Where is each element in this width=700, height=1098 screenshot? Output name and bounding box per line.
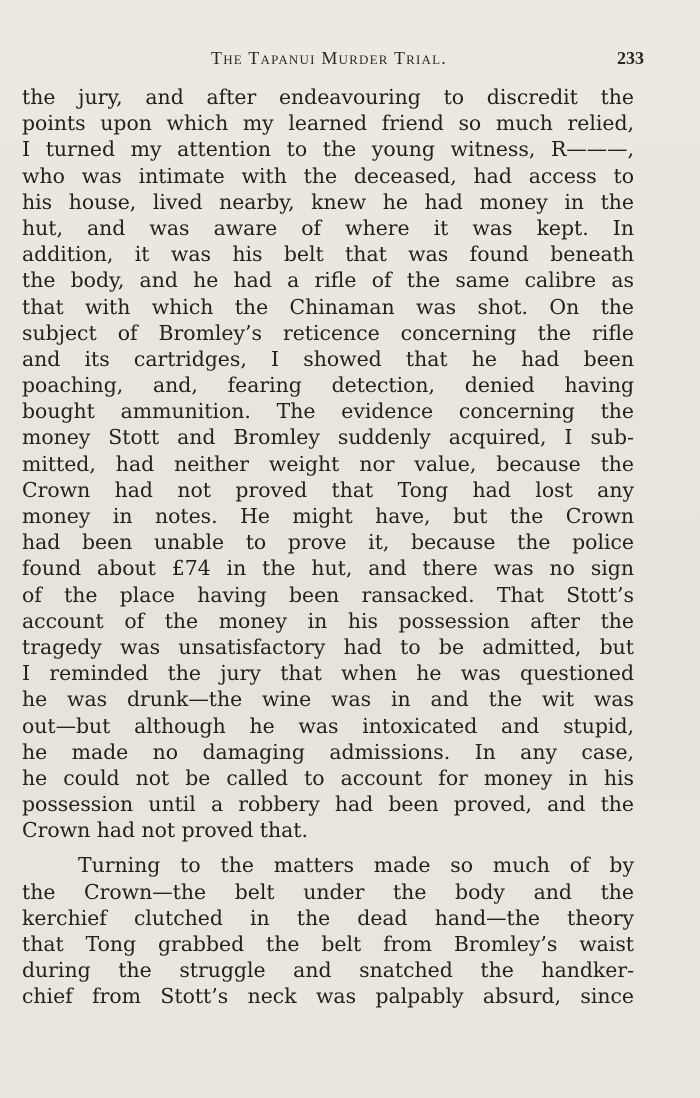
text-line: poaching, and, fearing detection, denied having (22, 373, 634, 398)
text-line: and its cartridges, I showed that he had been (22, 346, 634, 371)
text-line: kerchief clutched in the dead hand—the theory (22, 905, 634, 930)
body-text (22, 84, 634, 1010)
text-line: mitted, had neither weight nor value, because the (22, 451, 634, 476)
text-line: had been unable to prove it, because the police (22, 530, 634, 555)
text-line: his house, lived nearby, knew he had money in the (22, 189, 634, 214)
text-line: tragedy was unsatisfactory had to be admitted, but (22, 634, 634, 659)
text-line: chief from Stott’s neck was palpably absurd, since (22, 984, 634, 1009)
text-line: money in notes. He might have, but the Crown (22, 504, 634, 528)
running-head (22, 48, 644, 74)
paragraph-gap (22, 843, 634, 852)
text-line: out—but although he was intoxicated and stupid, (22, 713, 634, 738)
text-line: that Tong grabbed the belt from Bromley’s waist (22, 932, 634, 956)
text-line: the body, and he had a rifle of the same calibre as (22, 268, 634, 293)
text-line: hut, and was aware of where it was kept. In (22, 215, 634, 240)
text-line: who was intimate with the deceased, had access to (22, 163, 634, 188)
text-line: he could not be called to account for money in his (22, 765, 634, 790)
text-line: subject of Bromley’s reticence concerning the rifle (22, 320, 634, 345)
text-line: that with which the Chinaman was shot. On the (22, 294, 634, 319)
running-head-title: The Tapanui Murder Trial. (211, 48, 447, 68)
text-line: the jury, and after endeavouring to discredit the (22, 85, 634, 109)
text-line: found about £74 in the hut, and there was no sign (22, 556, 634, 581)
text-line-last: Crown had not proved that. (22, 818, 308, 843)
text-line: Crown had not proved that Tong had lost any (22, 477, 634, 502)
text-line: he was drunk—the wine was in and the wit was (22, 687, 634, 712)
text-line: addition, it was his belt that was found beneath (22, 242, 634, 267)
text-line: money Stott and Bromley suddenly acquired, I sub- (22, 425, 634, 450)
text-line: I reminded the jury that when he was questioned (22, 661, 634, 686)
text-line: points upon which my learned friend so much relied, (22, 111, 634, 136)
page-number: 233 (617, 48, 644, 68)
text-line: during the struggle and snatched the handker- (22, 958, 634, 983)
text-line: bought ammunition. The evidence concerning the (22, 399, 634, 424)
paragraph-1 (22, 84, 634, 843)
text-line-indented: Turning to the matters made so much of by (78, 853, 634, 878)
paragraph-2 (22, 852, 634, 1009)
text-line: he made no damaging admissions. In any case, (22, 739, 634, 764)
text-line: of the place having been ransacked. That Stott’s (22, 582, 634, 607)
text-line: account of the money in his possession after the (22, 608, 634, 633)
text-line: I turned my attention to the young witness, R———, (22, 137, 634, 162)
text-line: the Crown—the belt under the body and the (22, 879, 634, 904)
text-line: possession until a robbery had been proved, and the (22, 792, 634, 817)
